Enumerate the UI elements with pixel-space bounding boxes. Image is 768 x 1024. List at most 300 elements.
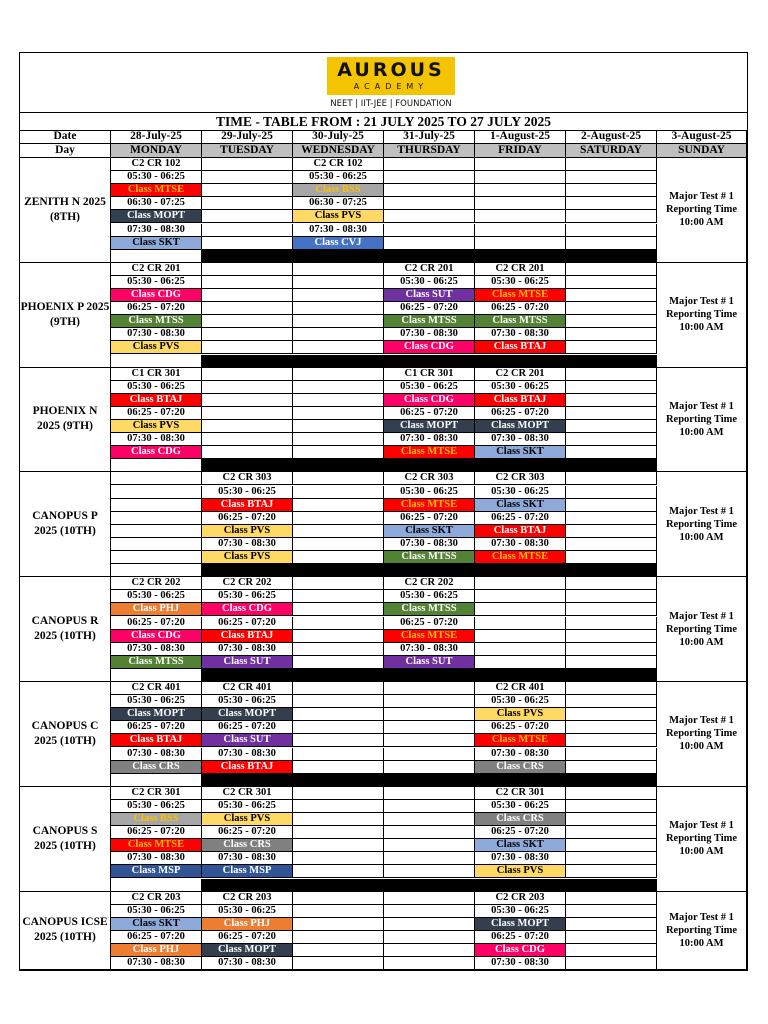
room-cell: C2 CR 201	[475, 263, 566, 276]
sunday-note: Major Test # 1 Reporting Time 10:00 AM	[657, 682, 747, 787]
time-cell: 06:25 - 07:20	[475, 826, 566, 839]
empty-cell	[202, 381, 293, 394]
empty-cell	[293, 289, 384, 302]
time-cell: 07:30 - 08:30	[111, 224, 202, 237]
empty-cell	[111, 525, 202, 538]
class-cell: Class MTSS	[384, 603, 475, 616]
column-day: FRIDAY	[475, 144, 566, 158]
class-cell: Class BTAJ	[202, 761, 293, 774]
time-cell: 06:25 - 07:20	[475, 407, 566, 420]
empty-cell	[566, 761, 657, 774]
empty-cell	[566, 813, 657, 826]
logo-name: AUROUS	[337, 59, 445, 81]
empty-cell	[293, 302, 384, 315]
class-cell: Class PHJ	[111, 603, 202, 616]
class-cell: Class MTSE	[475, 289, 566, 302]
empty-cell	[566, 407, 657, 420]
column-day: MONDAY	[111, 144, 202, 158]
time-cell: 06:25 - 07:20	[111, 407, 202, 420]
time-cell: 05:30 - 06:25	[475, 276, 566, 289]
empty-cell	[293, 800, 384, 813]
empty-cell	[475, 630, 566, 643]
empty-cell	[566, 577, 657, 590]
timetable-title: TIME - TABLE FROM : 21 JULY 2025 TO 27 JULY 2025	[20, 112, 747, 131]
time-cell: 06:25 - 07:20	[111, 826, 202, 839]
batch-name: CANOPUS C 2025 (10TH)	[20, 682, 111, 787]
empty-cell	[384, 826, 475, 839]
class-cell: Class PVS	[202, 525, 293, 538]
time-cell: 05:30 - 06:25	[384, 486, 475, 499]
empty-cell	[384, 957, 475, 970]
empty-cell	[293, 472, 384, 485]
class-cell: Class MTSE	[111, 839, 202, 852]
class-cell: Class BTAJ	[111, 734, 202, 747]
time-cell: 05:30 - 06:25	[111, 276, 202, 289]
block-separator	[202, 355, 657, 368]
time-cell: 06:25 - 07:20	[202, 931, 293, 944]
class-cell: Class MOPT	[202, 708, 293, 721]
academy-logo	[327, 57, 455, 95]
time-cell: 06:25 - 07:20	[384, 617, 475, 630]
class-cell: Class SKT	[111, 918, 202, 931]
empty-cell	[384, 839, 475, 852]
room-cell: C2 CR 203	[202, 892, 293, 905]
logo-area	[20, 53, 747, 111]
class-cell: Class MSP	[111, 865, 202, 878]
empty-cell	[475, 656, 566, 669]
empty-cell	[384, 918, 475, 931]
class-cell: Class BTAJ	[475, 394, 566, 407]
empty-cell	[202, 420, 293, 433]
class-cell: Class BTAJ	[475, 525, 566, 538]
room-cell: C2 CR 102	[111, 158, 202, 171]
time-cell: 07:30 - 08:30	[111, 852, 202, 865]
empty-cell	[566, 302, 657, 315]
empty-cell	[475, 210, 566, 223]
empty-cell	[202, 197, 293, 210]
empty-cell	[566, 512, 657, 525]
empty-cell	[293, 420, 384, 433]
empty-cell	[202, 315, 293, 328]
empty-cell	[293, 734, 384, 747]
room-cell: C2 CR 401	[202, 682, 293, 695]
logo-tagline: NEET | IIT-JEE | FOUNDATION	[330, 99, 452, 109]
empty-cell	[202, 158, 293, 171]
empty-cell	[566, 538, 657, 551]
time-cell: 05:30 - 06:25	[111, 590, 202, 603]
empty-cell	[293, 525, 384, 538]
empty-cell	[566, 368, 657, 381]
empty-cell	[566, 394, 657, 407]
block-separator	[202, 774, 657, 787]
empty-cell	[566, 433, 657, 446]
time-cell: 07:30 - 08:30	[475, 852, 566, 865]
time-cell: 07:30 - 08:30	[475, 433, 566, 446]
class-cell: Class MOPT	[202, 944, 293, 957]
empty-cell	[384, 748, 475, 761]
class-cell: Class CDG	[202, 603, 293, 616]
class-cell: Class MOPT	[111, 708, 202, 721]
empty-cell	[384, 734, 475, 747]
sunday-note: Major Test # 1 Reporting Time 10:00 AM	[657, 577, 747, 682]
class-cell: Class CVJ	[293, 237, 384, 250]
batch-name: ZENITH N 2025 (8TH)	[20, 158, 111, 263]
time-cell: 05:30 - 06:25	[202, 905, 293, 918]
time-cell: 07:30 - 08:30	[384, 538, 475, 551]
time-cell: 05:30 - 06:25	[111, 171, 202, 184]
empty-cell	[566, 905, 657, 918]
time-cell: 05:30 - 06:25	[475, 381, 566, 394]
empty-cell	[475, 577, 566, 590]
column-date: 31-July-25	[384, 130, 475, 144]
empty-cell	[202, 328, 293, 341]
class-cell: Class PVS	[111, 420, 202, 433]
empty-cell	[111, 669, 202, 682]
empty-cell	[566, 315, 657, 328]
class-cell: Class PVS	[293, 210, 384, 223]
empty-cell	[202, 433, 293, 446]
empty-cell	[202, 302, 293, 315]
time-cell: 07:30 - 08:30	[111, 957, 202, 970]
column-date: 30-July-25	[293, 130, 384, 144]
time-cell: 05:30 - 06:25	[475, 695, 566, 708]
empty-cell	[566, 643, 657, 656]
empty-cell	[293, 957, 384, 970]
time-cell: 07:30 - 08:30	[202, 957, 293, 970]
time-cell: 06:25 - 07:20	[475, 721, 566, 734]
class-cell: Class BTAJ	[202, 499, 293, 512]
empty-cell	[384, 721, 475, 734]
column-day: SATURDAY	[566, 144, 657, 158]
time-cell: 06:25 - 07:20	[384, 302, 475, 315]
empty-cell	[566, 852, 657, 865]
empty-cell	[384, 708, 475, 721]
time-cell: 07:30 - 08:30	[111, 643, 202, 656]
sunday-note: Major Test # 1 Reporting Time 10:00 AM	[657, 158, 747, 263]
block-separator	[202, 250, 657, 263]
time-cell: 07:30 - 08:30	[384, 328, 475, 341]
logo-subtitle: ACADEMY	[353, 82, 429, 91]
empty-cell	[566, 931, 657, 944]
time-cell: 06:25 - 07:20	[202, 721, 293, 734]
class-cell: Class CDG	[384, 394, 475, 407]
empty-cell	[384, 865, 475, 878]
sunday-note: Major Test # 1 Reporting Time 10:00 AM	[657, 263, 747, 368]
empty-cell	[293, 263, 384, 276]
room-cell: C2 CR 303	[475, 472, 566, 485]
class-cell: Class MTSS	[111, 315, 202, 328]
block-separator	[202, 459, 657, 472]
empty-cell	[566, 892, 657, 905]
class-cell: Class PVS	[475, 708, 566, 721]
empty-cell	[293, 538, 384, 551]
time-cell: 07:30 - 08:30	[202, 643, 293, 656]
empty-cell	[293, 512, 384, 525]
empty-cell	[293, 748, 384, 761]
empty-cell	[202, 276, 293, 289]
empty-cell	[384, 787, 475, 800]
empty-cell	[566, 787, 657, 800]
empty-cell	[566, 341, 657, 354]
empty-cell	[566, 630, 657, 643]
class-cell: Class SKT	[475, 839, 566, 852]
batch-name: CANOPUS P 2025 (10TH)	[20, 472, 111, 577]
empty-cell	[293, 341, 384, 354]
empty-cell	[202, 446, 293, 459]
empty-cell	[293, 761, 384, 774]
class-cell: Class SKT	[111, 237, 202, 250]
sunday-note: Major Test # 1 Reporting Time 10:00 AM	[657, 368, 747, 473]
block-separator	[202, 669, 657, 682]
empty-cell	[566, 695, 657, 708]
empty-cell	[111, 879, 202, 892]
empty-cell	[293, 577, 384, 590]
room-cell: C2 CR 201	[384, 263, 475, 276]
time-cell: 05:30 - 06:25	[384, 590, 475, 603]
room-cell: C2 CR 301	[111, 787, 202, 800]
empty-cell	[293, 486, 384, 499]
empty-cell	[384, 171, 475, 184]
empty-cell	[293, 381, 384, 394]
time-cell: 06:25 - 07:20	[111, 721, 202, 734]
column-day: TUESDAY	[202, 144, 293, 158]
room-cell: C2 CR 303	[202, 472, 293, 485]
empty-cell	[384, 800, 475, 813]
empty-cell	[111, 250, 202, 263]
empty-cell	[384, 695, 475, 708]
empty-cell	[111, 499, 202, 512]
empty-cell	[293, 643, 384, 656]
empty-cell	[293, 813, 384, 826]
room-cell: C2 CR 202	[111, 577, 202, 590]
room-cell: C2 CR 202	[384, 577, 475, 590]
empty-cell	[111, 459, 202, 472]
empty-cell	[111, 486, 202, 499]
class-cell: Class SKT	[475, 499, 566, 512]
column-day: THURSDAY	[384, 144, 475, 158]
class-cell: Class CDG	[384, 341, 475, 354]
room-cell: C2 CR 203	[111, 892, 202, 905]
time-cell: 07:30 - 08:30	[384, 433, 475, 446]
empty-cell	[293, 656, 384, 669]
class-cell: Class MTSE	[475, 734, 566, 747]
sunday-note: Major Test # 1 Reporting Time 10:00 AM	[657, 892, 747, 971]
empty-cell	[293, 499, 384, 512]
class-cell: Class CDG	[111, 630, 202, 643]
time-cell: 06:25 - 07:20	[202, 826, 293, 839]
empty-cell	[202, 341, 293, 354]
empty-cell	[293, 918, 384, 931]
empty-cell	[202, 171, 293, 184]
empty-cell	[475, 197, 566, 210]
time-cell: 05:30 - 06:25	[202, 800, 293, 813]
class-cell: Class CDG	[111, 289, 202, 302]
empty-cell	[111, 538, 202, 551]
class-cell: Class SKT	[475, 446, 566, 459]
class-cell: Class SKT	[384, 525, 475, 538]
empty-cell	[293, 328, 384, 341]
empty-cell	[202, 237, 293, 250]
time-cell: 05:30 - 06:25	[202, 486, 293, 499]
empty-cell	[566, 158, 657, 171]
class-cell: Class MTSE	[384, 446, 475, 459]
empty-cell	[384, 892, 475, 905]
block-separator	[202, 564, 657, 577]
class-cell: Class SUT	[202, 656, 293, 669]
empty-cell	[293, 682, 384, 695]
empty-cell	[111, 512, 202, 525]
class-cell: Class CDG	[111, 446, 202, 459]
time-cell: 06:25 - 07:20	[475, 302, 566, 315]
empty-cell	[202, 263, 293, 276]
empty-cell	[566, 839, 657, 852]
room-cell: C1 CR 301	[384, 368, 475, 381]
empty-cell	[566, 603, 657, 616]
empty-cell	[566, 381, 657, 394]
empty-cell	[111, 472, 202, 485]
empty-cell	[293, 839, 384, 852]
empty-cell	[202, 394, 293, 407]
class-cell: Class BSS	[111, 813, 202, 826]
class-cell: Class MTSE	[384, 630, 475, 643]
time-cell: 07:30 - 08:30	[475, 748, 566, 761]
room-cell: C2 CR 102	[293, 158, 384, 171]
class-cell: Class BTAJ	[202, 630, 293, 643]
empty-cell	[566, 197, 657, 210]
empty-cell	[293, 787, 384, 800]
empty-cell	[566, 420, 657, 433]
time-cell: 07:30 - 08:30	[202, 748, 293, 761]
empty-cell	[293, 708, 384, 721]
column-date: 2-August-25	[566, 130, 657, 144]
empty-cell	[566, 237, 657, 250]
empty-cell	[384, 905, 475, 918]
empty-cell	[293, 721, 384, 734]
empty-cell	[566, 721, 657, 734]
empty-cell	[566, 328, 657, 341]
time-cell: 07:30 - 08:30	[384, 643, 475, 656]
empty-cell	[202, 224, 293, 237]
time-cell: 06:25 - 07:20	[384, 407, 475, 420]
empty-cell	[566, 682, 657, 695]
block-separator	[202, 879, 657, 892]
class-cell: Class SUT	[202, 734, 293, 747]
empty-cell	[111, 551, 202, 564]
empty-cell	[566, 826, 657, 839]
class-cell: Class SUT	[384, 656, 475, 669]
class-cell: Class BSS	[293, 184, 384, 197]
empty-cell	[475, 617, 566, 630]
time-cell: 05:30 - 06:25	[475, 800, 566, 813]
class-cell: Class CDG	[475, 944, 566, 957]
class-cell: Class BTAJ	[475, 341, 566, 354]
time-cell: 07:30 - 08:30	[475, 328, 566, 341]
time-cell: 06:25 - 07:20	[202, 512, 293, 525]
empty-cell	[384, 224, 475, 237]
empty-cell	[293, 368, 384, 381]
empty-cell	[293, 276, 384, 289]
empty-cell	[293, 892, 384, 905]
class-cell: Class CRS	[475, 813, 566, 826]
class-cell: Class PVS	[475, 865, 566, 878]
empty-cell	[293, 617, 384, 630]
class-cell: Class MOPT	[111, 210, 202, 223]
empty-cell	[566, 289, 657, 302]
empty-cell	[293, 630, 384, 643]
empty-cell	[566, 224, 657, 237]
empty-cell	[384, 813, 475, 826]
empty-cell	[202, 289, 293, 302]
time-cell: 06:25 - 07:20	[111, 617, 202, 630]
empty-cell	[566, 210, 657, 223]
class-cell: Class PHJ	[111, 944, 202, 957]
time-cell: 07:30 - 08:30	[202, 538, 293, 551]
class-cell: Class MTSE	[111, 184, 202, 197]
empty-cell	[384, 210, 475, 223]
empty-cell	[566, 184, 657, 197]
time-cell: 06:30 - 07:25	[111, 197, 202, 210]
empty-cell	[566, 748, 657, 761]
empty-cell	[566, 800, 657, 813]
time-cell: 05:30 - 06:25	[475, 905, 566, 918]
room-cell: C2 CR 201	[475, 368, 566, 381]
empty-cell	[566, 656, 657, 669]
empty-cell	[384, 158, 475, 171]
class-cell: Class MTSS	[475, 315, 566, 328]
empty-cell	[566, 918, 657, 931]
empty-cell	[566, 263, 657, 276]
batch-name: PHOENIX P 2025 (9TH)	[20, 263, 111, 368]
empty-cell	[384, 682, 475, 695]
empty-cell	[202, 210, 293, 223]
time-cell: 06:25 - 07:20	[384, 512, 475, 525]
time-cell: 05:30 - 06:25	[111, 905, 202, 918]
day-label: Day	[20, 144, 111, 158]
empty-cell	[202, 368, 293, 381]
time-cell: 07:30 - 08:30	[202, 852, 293, 865]
empty-cell	[293, 944, 384, 957]
empty-cell	[202, 407, 293, 420]
empty-cell	[475, 184, 566, 197]
class-cell: Class SUT	[384, 289, 475, 302]
room-cell: C2 CR 401	[475, 682, 566, 695]
time-cell: 05:30 - 06:25	[384, 381, 475, 394]
class-cell: Class MOPT	[475, 420, 566, 433]
empty-cell	[566, 551, 657, 564]
class-cell: Class CRS	[475, 761, 566, 774]
empty-cell	[293, 931, 384, 944]
time-cell: 07:30 - 08:30	[111, 433, 202, 446]
class-cell: Class MSP	[202, 865, 293, 878]
empty-cell	[293, 590, 384, 603]
class-cell: Class CRS	[111, 761, 202, 774]
empty-cell	[384, 761, 475, 774]
class-cell: Class MTSS	[384, 315, 475, 328]
empty-cell	[384, 184, 475, 197]
class-cell: Class MOPT	[475, 918, 566, 931]
empty-cell	[384, 852, 475, 865]
empty-cell	[293, 865, 384, 878]
empty-cell	[293, 315, 384, 328]
empty-cell	[384, 944, 475, 957]
time-cell: 07:30 - 08:30	[111, 328, 202, 341]
column-date: 3-August-25	[657, 130, 747, 144]
time-cell: 07:30 - 08:30	[293, 224, 384, 237]
sunday-note: Major Test # 1 Reporting Time 10:00 AM	[657, 787, 747, 892]
empty-cell	[566, 865, 657, 878]
empty-cell	[566, 525, 657, 538]
time-cell: 05:30 - 06:25	[111, 800, 202, 813]
